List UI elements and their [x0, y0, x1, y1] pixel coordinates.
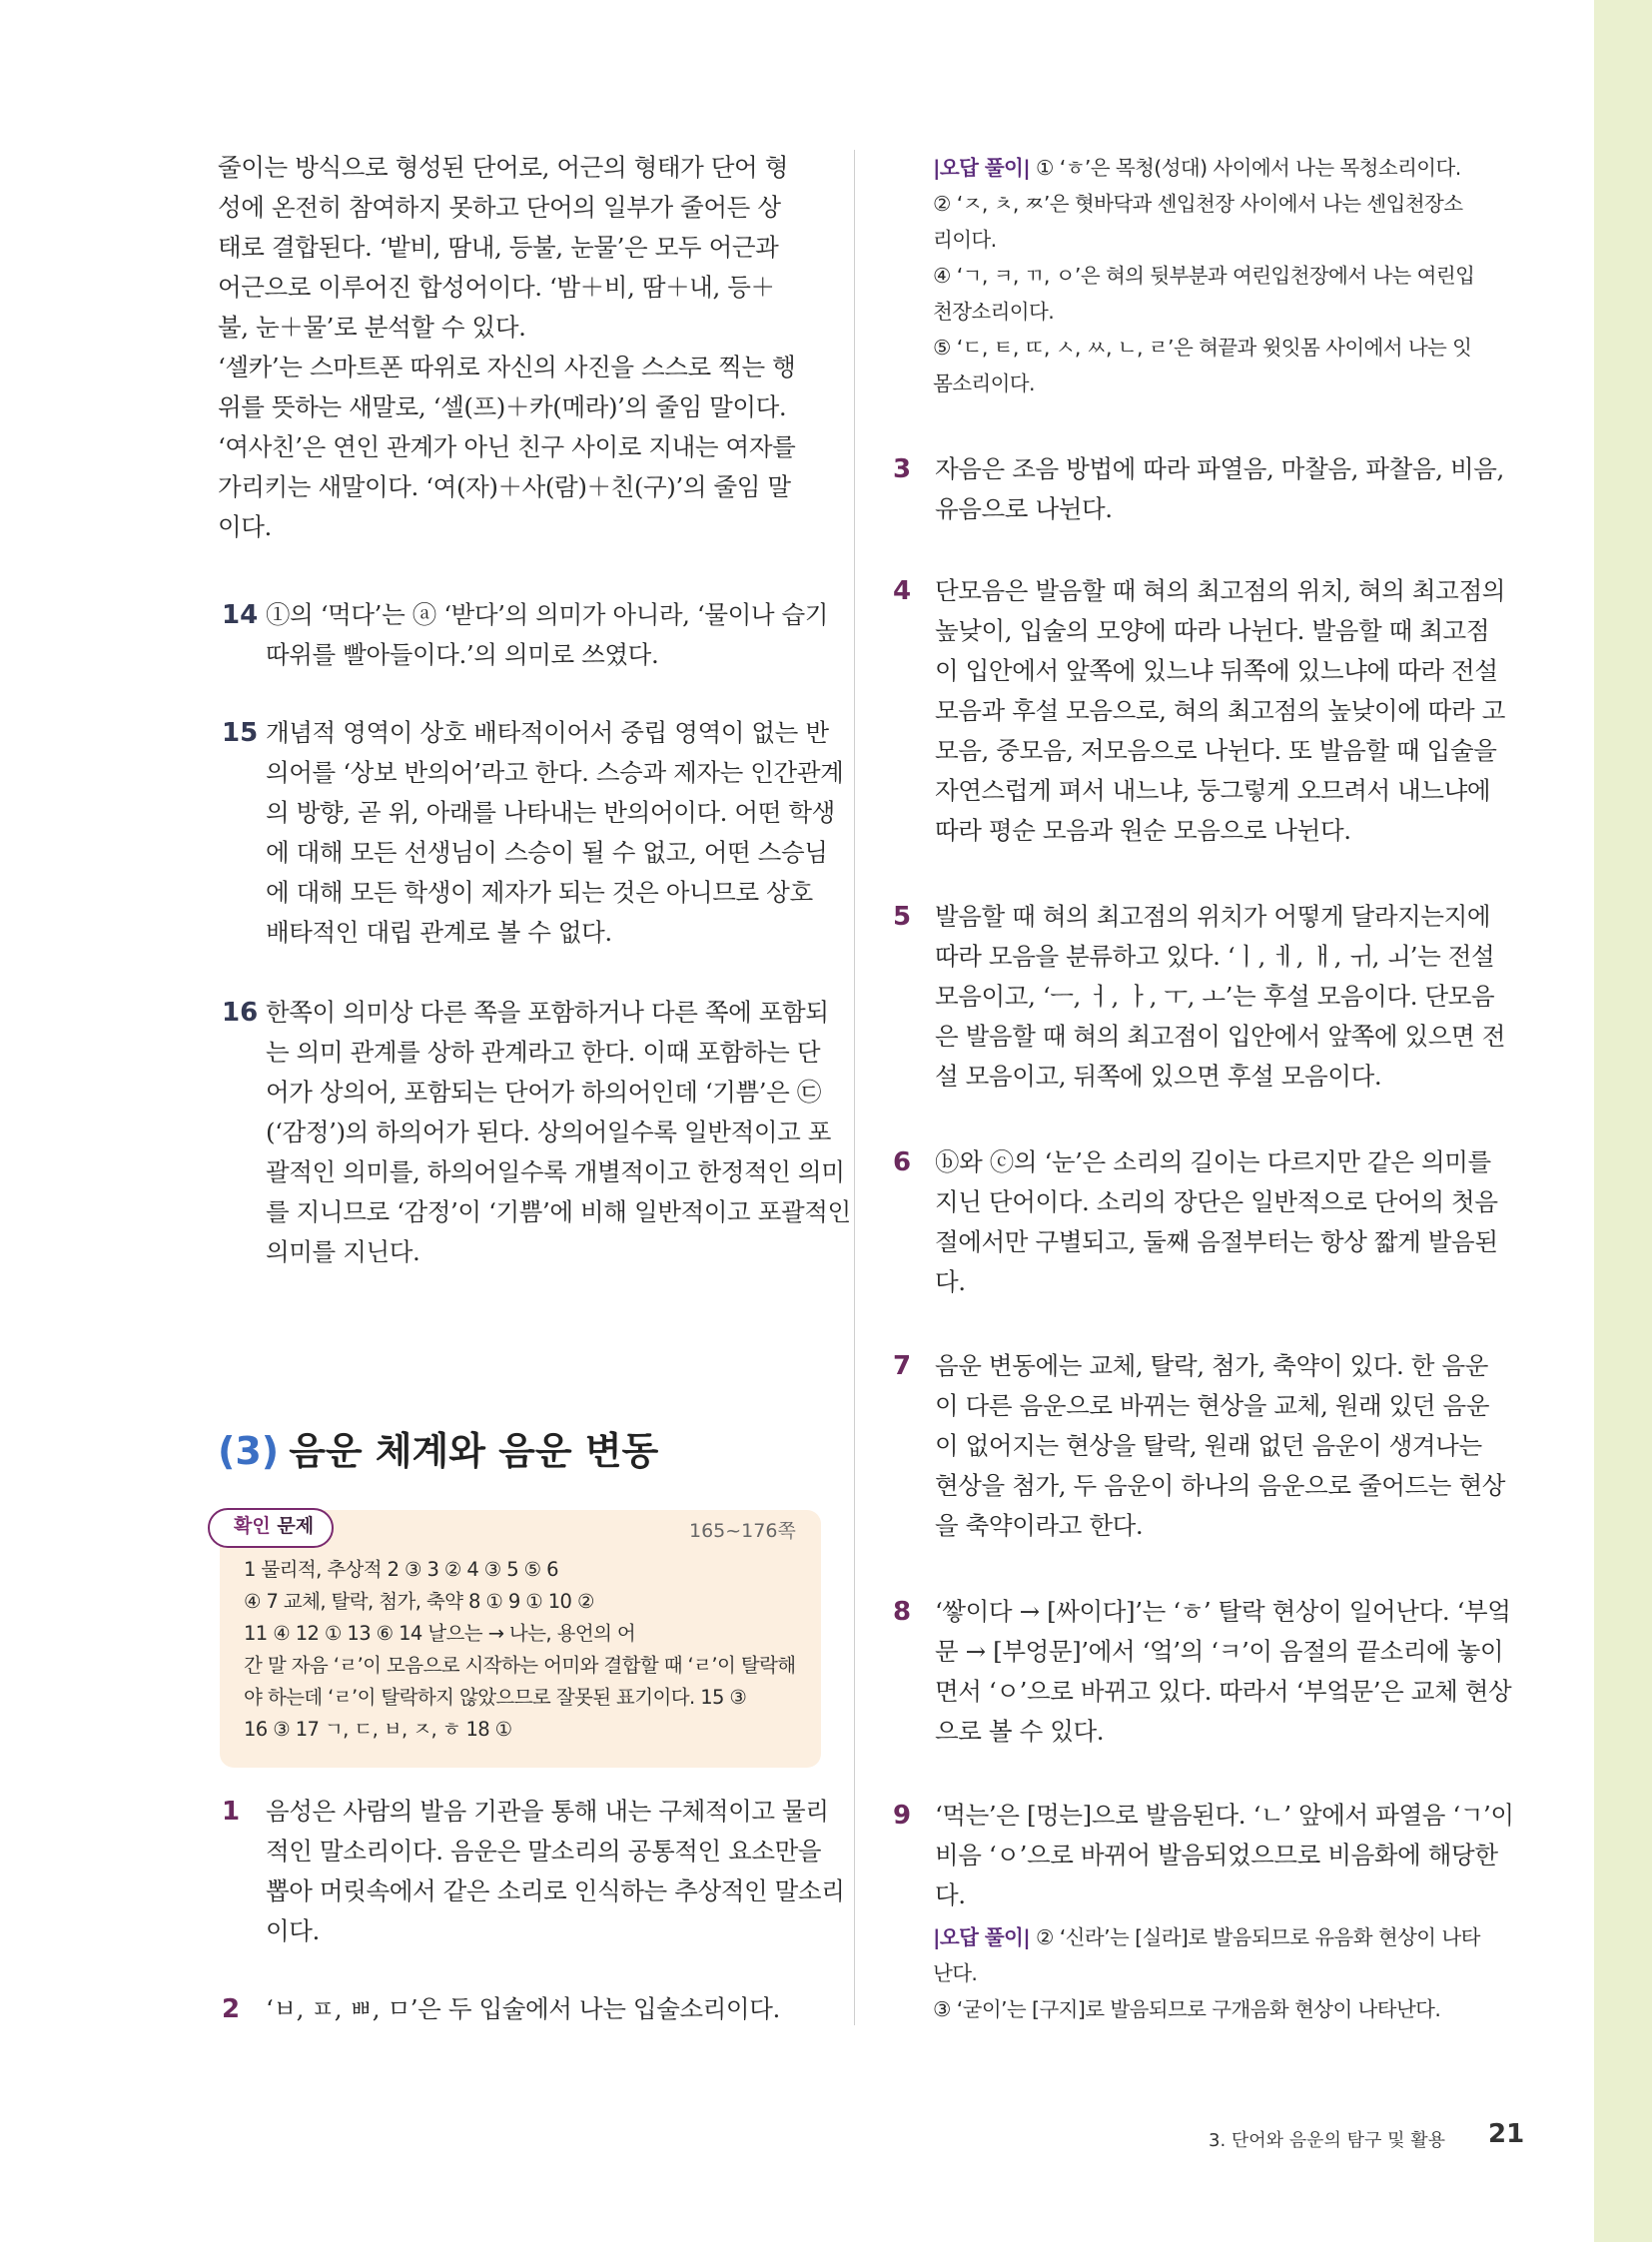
text-line: ‘먹는’은 [멍는]으로 발음된다. ‘ㄴ’ 앞에서 파열음 ‘ㄱ’이 — [935, 1801, 1514, 1830]
left-column — [218, 148, 819, 547]
item-number: 6 — [893, 1147, 912, 1177]
text-line: 따라 모음을 분류하고 있다. ‘ㅣ, ㅔ, ㅐ, ㅟ, ㅚ’는 전설 — [935, 942, 1495, 971]
wrong-answer-tag: |오답 풀이| — [933, 156, 1031, 180]
note-line: ⑤ ‘ㄷ, ㅌ, ㄸ, ㅅ, ㅆ, ㄴ, ㄹ’은 혀끝과 윗잇몸 사이에서 나는 잇 — [933, 336, 1472, 360]
text-line: ‘셀카’는 스마트폰 따위로 자신의 사진을 스스로 찍는 행 — [218, 353, 796, 381]
answer-row: 16 ③ 17 ㄱ, ㄷ, ㅂ, ㅈ, ㅎ 18 ① — [244, 1718, 512, 1741]
text-line: 에 대해 모든 학생이 제자가 되는 것은 아니므로 상호 — [266, 878, 813, 907]
item-number: 3 — [893, 454, 912, 484]
item-number: 9 — [893, 1801, 912, 1831]
note-line: ② ‘신라’는 [실라]로 발음되므로 유음화 현상이 나타 — [1036, 1925, 1480, 1949]
text-line: 다. — [935, 1880, 966, 1909]
answer-item-6 — [893, 1142, 1546, 1302]
text-line: 모음이고, ‘ㅡ, ㅓ, ㅏ, ㅜ, ㅗ’는 후설 모음이다. 단모음 — [935, 982, 1495, 1011]
text-line: 위를 뜻하는 새말로, ‘셀(프)＋카(메라)’의 줄임 말이다. — [218, 392, 787, 421]
check-label-b: 문제 — [277, 1515, 315, 1537]
answer-item-15 — [222, 713, 863, 953]
text-line: ①의 ‘먹다’는 ⓐ ‘받다’의 의미가 아니라, ‘물이나 습기 — [266, 600, 829, 629]
text-line: 가리키는 새말이다. ‘여(자)＋사(람)＋친(구)’의 줄임 말 — [218, 472, 791, 501]
answer-item-16 — [222, 993, 863, 1272]
text-line: 으로 볼 수 있다. — [935, 1717, 1105, 1746]
text-line: 다. — [935, 1267, 966, 1296]
text-line: 를 지니므로 ‘감정’이 ‘기쁨’에 비해 일반적이고 포괄적인 — [266, 1197, 851, 1226]
text-line: 자연스럽게 펴서 내느냐, 둥그렇게 오므려서 내느냐에 — [935, 776, 1491, 805]
answer-row: 1 물리적, 추상적 2 ③ 3 ② 4 ③ 5 ⑤ 6 — [244, 1558, 558, 1581]
side-band — [1594, 0, 1652, 2242]
item-number: 8 — [893, 1597, 912, 1627]
text-line: 의미를 지닌다. — [266, 1237, 420, 1266]
answer-item-5 — [893, 897, 1546, 1097]
section-title-text: 음운 체계와 음운 변동 — [289, 1429, 659, 1473]
answer-item-9 — [893, 1796, 1546, 1915]
text-line: 따라 평순 모음과 원순 모음으로 나뉜다. — [935, 816, 1351, 845]
note-line: 리이다. — [933, 228, 997, 252]
note-line: ③ ‘굳이’는 [구지]로 발음되므로 구개음화 현상이 나타난다. — [933, 1997, 1441, 2021]
text-line: 음운 변동에는 교체, 탈락, 첨가, 축약이 있다. 한 음운 — [935, 1351, 1488, 1380]
text-line: 지닌 단어이다. 소리의 장단은 일반적으로 단어의 첫음 — [935, 1187, 1498, 1216]
answer-item-8 — [893, 1592, 1546, 1752]
check-label-a: 확인 — [234, 1515, 271, 1537]
text-line: 모음, 중모음, 저모음으로 나뉜다. 또 발음할 때 입술을 — [935, 736, 1497, 765]
wrong-answer-note-bottom — [933, 1919, 1502, 2027]
check-answers-list — [244, 1554, 803, 1746]
check-answers-label — [208, 1508, 334, 1548]
section-number: (3) — [218, 1429, 280, 1473]
note-line: 천장소리이다. — [933, 300, 1055, 324]
answer-row: 간 말 자음 ‘ㄹ’이 모음으로 시작하는 어미와 결합할 때 ‘ㄹ’이 탈락해 — [244, 1654, 796, 1677]
item-number: 14 — [222, 600, 259, 630]
text-line: 이 입안에서 앞쪽에 있느냐 뒤쪽에 있느냐에 따라 전설 — [935, 656, 1498, 685]
answer-item-4 — [893, 571, 1546, 851]
text-line: 한쪽이 의미상 다른 쪽을 포함하거나 다른 쪽에 포함되 — [266, 998, 829, 1027]
text-line: 이다. — [218, 512, 272, 541]
text-line: 음성은 사람의 발음 기관을 통해 내는 구체적이고 물리 — [266, 1797, 829, 1826]
note-line: ② ‘ㅈ, ㅊ, ㅉ’은 혓바닥과 센입천장 사이에서 나는 센입천장소 — [933, 192, 1463, 216]
answer-row: 야 하는데 ‘ㄹ’이 탈락하지 않았으므로 잘못된 표기이다. 15 ③ — [244, 1686, 747, 1709]
text-line: 에 대해 모든 선생님이 스승이 될 수 없고, 어떤 스승님 — [266, 838, 828, 867]
answer-item-1 — [222, 1792, 863, 1951]
text-line: 이 다른 음운으로 바뀌는 현상을 교체, 원래 있던 음운 — [935, 1391, 1490, 1420]
text-line: 자음은 조음 방법에 따라 파열음, 마찰음, 파찰음, 비음, — [935, 454, 1504, 483]
text-line: 괄적인 의미를, 하의어일수록 개별적이고 한정적인 의미 — [266, 1157, 845, 1186]
item-number: 15 — [222, 718, 259, 748]
text-line: 개념적 영역이 상호 배타적이어서 중립 영역이 없는 반 — [266, 718, 829, 747]
text-line: 이 없어지는 현상을 탈락, 원래 없던 음운이 생겨나는 — [935, 1431, 1482, 1460]
text-line: 발음할 때 혀의 최고점의 위치가 어떻게 달라지는지에 — [935, 902, 1491, 931]
text-line: 유음으로 나뉜다. — [935, 494, 1113, 523]
text-line: 을 축약이라고 한다. — [935, 1511, 1144, 1540]
answer-row: 11 ④ 12 ① 13 ⑥ 14 날으는 → 나는, 용언의 어 — [244, 1622, 636, 1645]
text-line: (‘감정’)의 하의어가 된다. 상의어일수록 일반적이고 포 — [266, 1118, 832, 1146]
text-line: 불, 눈＋물’로 분석할 수 있다. — [218, 313, 526, 342]
text-line: 따위를 빨아들이다.’의 의미로 쓰였다. — [266, 640, 659, 669]
text-line: 절에서만 구별되고, 둘째 음절부터는 항상 짧게 발음된 — [935, 1227, 1498, 1256]
answer-item-7 — [893, 1346, 1546, 1546]
page-number: 21 — [1488, 2119, 1525, 2149]
answer-item-3 — [893, 449, 1546, 529]
item-number: 2 — [222, 1994, 241, 2024]
note-line: ① ‘ㅎ’은 목청(성대) 사이에서 나는 목청소리이다. — [1036, 156, 1461, 180]
text-line: 성에 온전히 참여하지 못하고 단어의 일부가 줄어든 상 — [218, 193, 781, 222]
text-line: 이다. — [266, 1916, 320, 1945]
footer-chapter: 3. 단어와 음운의 탐구 및 활용 — [1209, 2130, 1446, 2151]
text-line: 단모음은 발음할 때 혀의 최고점의 위치, 혀의 최고점의 — [935, 576, 1505, 605]
text-line: 어가 상의어, 포함되는 단어가 하의어인데 ‘기쁨’은 ㉢ — [266, 1078, 821, 1107]
text-line: ‘쌓이다 → [싸이다]’는 ‘ㅎ’ 탈락 현상이 일어난다. ‘부엌 — [935, 1597, 1511, 1626]
text-line: 모음과 후설 모음으로, 혀의 최고점의 높낮이에 따라 고 — [935, 696, 1505, 725]
text-line: 현상을 첨가, 두 음운이 하나의 음운으로 줄어드는 현상 — [935, 1471, 1505, 1500]
item-number: 4 — [893, 576, 912, 606]
text-line: 비음 ‘ㅇ’으로 바뀌어 발음되었으므로 비음화에 해당한 — [935, 1841, 1498, 1869]
answer-item-2 — [222, 1989, 863, 2029]
text-line: ‘ㅂ, ㅍ, ㅃ, ㅁ’은 두 입술에서 나는 입술소리이다. — [266, 1994, 780, 2023]
text-line: 적인 말소리이다. 음운은 말소리의 공통적인 요소만을 — [266, 1837, 822, 1866]
text-line: 태로 결합된다. ‘밭비, 땀내, 등불, 눈물’은 모두 어근과 — [218, 233, 779, 262]
text-line: 설 모음이고, 뒤쪽에 있으면 후설 모음이다. — [935, 1062, 1382, 1091]
text-line: 은 발음할 때 혀의 최고점이 입안에서 앞쪽에 있으면 전 — [935, 1022, 1505, 1051]
text-line: 의어를 ‘상보 반의어’라고 한다. 스승과 제자는 인간관계 — [266, 758, 844, 787]
text-line: 면서 ‘ㅇ’으로 바뀌고 있다. 따라서 ‘부엌문’은 교체 현상 — [935, 1677, 1512, 1706]
wrong-answer-note-top — [933, 150, 1502, 401]
text-line: ⓑ와 ⓒ의 ‘눈’은 소리의 길이는 다르지만 같은 의미를 — [935, 1147, 1491, 1176]
text-line: 줄이는 방식으로 형성된 단어로, 어근의 형태가 단어 형 — [218, 153, 788, 182]
item-number: 7 — [893, 1351, 912, 1381]
note-line: 난다. — [933, 1961, 978, 1985]
wrong-answer-tag: |오답 풀이| — [933, 1925, 1031, 1949]
answer-row: ④ 7 교체, 탈락, 첨가, 축약 8 ① 9 ① 10 ② — [244, 1590, 594, 1613]
text-line: 의 방향, 곧 위, 아래를 나타내는 반의어이다. 어떤 학생 — [266, 798, 835, 827]
item-number: 16 — [222, 998, 259, 1028]
note-line: ④ ‘ㄱ, ㅋ, ㄲ, ㅇ’은 혀의 뒷부분과 여린입천장에서 나는 여린입 — [933, 264, 1475, 288]
text-line: 는 의미 관계를 상하 관계라고 한다. 이때 포함하는 단 — [266, 1038, 821, 1067]
text-line: 뽑아 머릿속에서 같은 소리로 인식하는 추상적인 말소리 — [266, 1876, 845, 1905]
intro-paragraph — [218, 148, 819, 547]
text-line: 배타적인 대립 관계로 볼 수 없다. — [266, 918, 612, 947]
text-line: ‘여사친’은 연인 관계가 아닌 친구 사이로 지내는 여자를 — [218, 432, 796, 461]
text-line: 문 → [부엉문]’에서 ‘엌’의 ‘ㅋ’이 음절의 끝소리에 놓이 — [935, 1637, 1504, 1666]
text-line: 어근으로 이루어진 합성어이다. ‘밤＋비, 땀＋내, 등＋ — [218, 273, 775, 302]
item-number: 1 — [222, 1797, 241, 1827]
text-line: 높낮이, 입술의 모양에 따라 나뉜다. 발음할 때 최고점 — [935, 616, 1490, 645]
item-number: 5 — [893, 902, 912, 932]
note-line: 몸소리이다. — [933, 372, 1035, 395]
section-title — [218, 1420, 658, 1475]
page-range: 165~176쪽 — [689, 1520, 796, 1542]
answer-item-14 — [222, 595, 863, 675]
